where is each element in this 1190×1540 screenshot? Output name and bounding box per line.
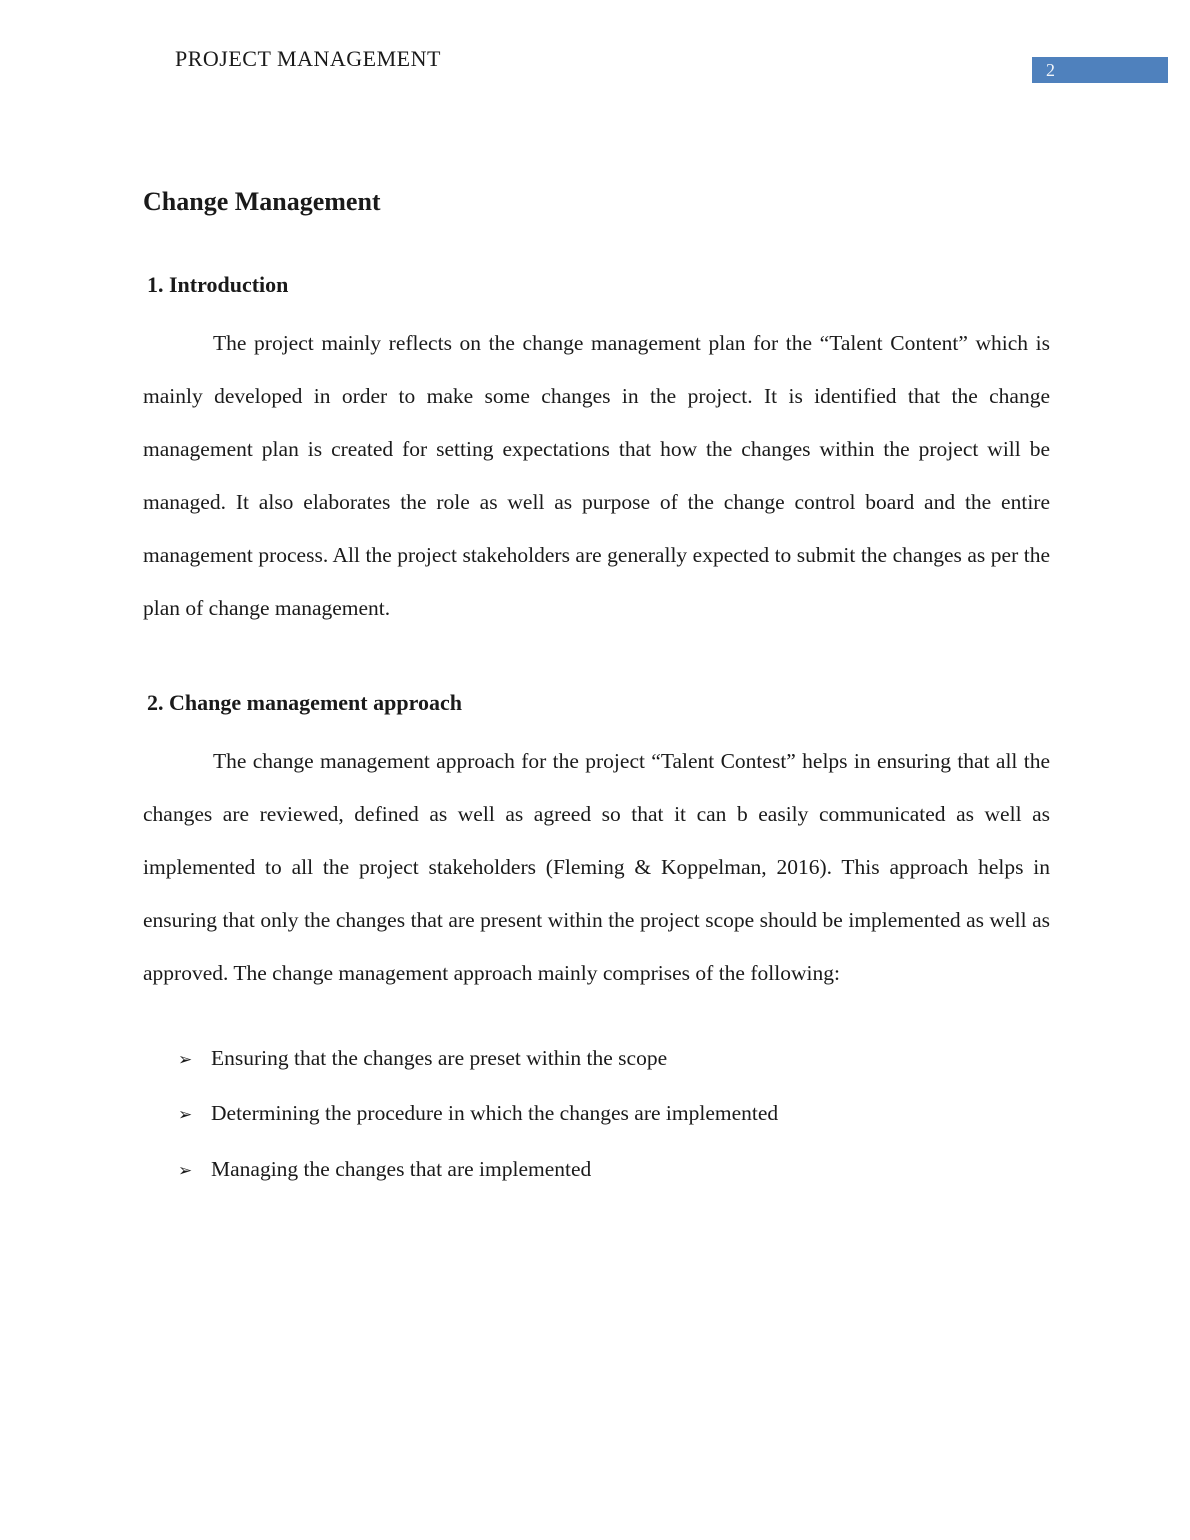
page-number-badge: 2 [1032, 57, 1168, 83]
section-heading-approach: 2. Change management approach [147, 689, 462, 715]
list-item [143, 1143, 1050, 1199]
list-item-text: Determining the procedure in which the changes are implemented [211, 1101, 779, 1126]
section-paragraph-approach: The change management approach for the project “Talent Contest” helps in ensuring that all the changes are reviewed, defined as well as agreed so that it can b easily communicated as well as implemented to all the project stakeholders (Fleming & Koppelman, 2016). This approach helps in ensuring that only the changes that are present within the project scope should be implemented as well as approved. The change management approach mainly comprises of the following: [143, 748, 1050, 985]
arrow-bullet-icon: ➢ [178, 1049, 193, 1070]
arrow-bullet-icon: ➢ [178, 1105, 193, 1126]
list-item [143, 1032, 1050, 1088]
section-paragraph-introduction: The project mainly reflects on the change management plan for the “Talent Content” which is mainly developed in order to make some changes in the project. It is identified that the change management plan is created for setting expectations that how the changes within the project will be managed. It also elaborates the role as well as purpose of the change control board and the entire management process. All the project stakeholders are generally expected to submit the changes as per the plan of change management. [143, 330, 1050, 620]
list-item-text: Managing the changes that are implemented [211, 1156, 592, 1181]
running-header: PROJECT MANAGEMENT [175, 46, 441, 71]
bullet-list [143, 1032, 1050, 1199]
document-content [143, 0, 1050, 1198]
section-heading-introduction: 1. Introduction [147, 271, 289, 297]
list-item [143, 1087, 1050, 1143]
list-item-text: Ensuring that the changes are preset within the scope [211, 1045, 668, 1070]
arrow-bullet-icon: ➢ [178, 1160, 193, 1181]
document-title: Change Management [143, 187, 381, 216]
